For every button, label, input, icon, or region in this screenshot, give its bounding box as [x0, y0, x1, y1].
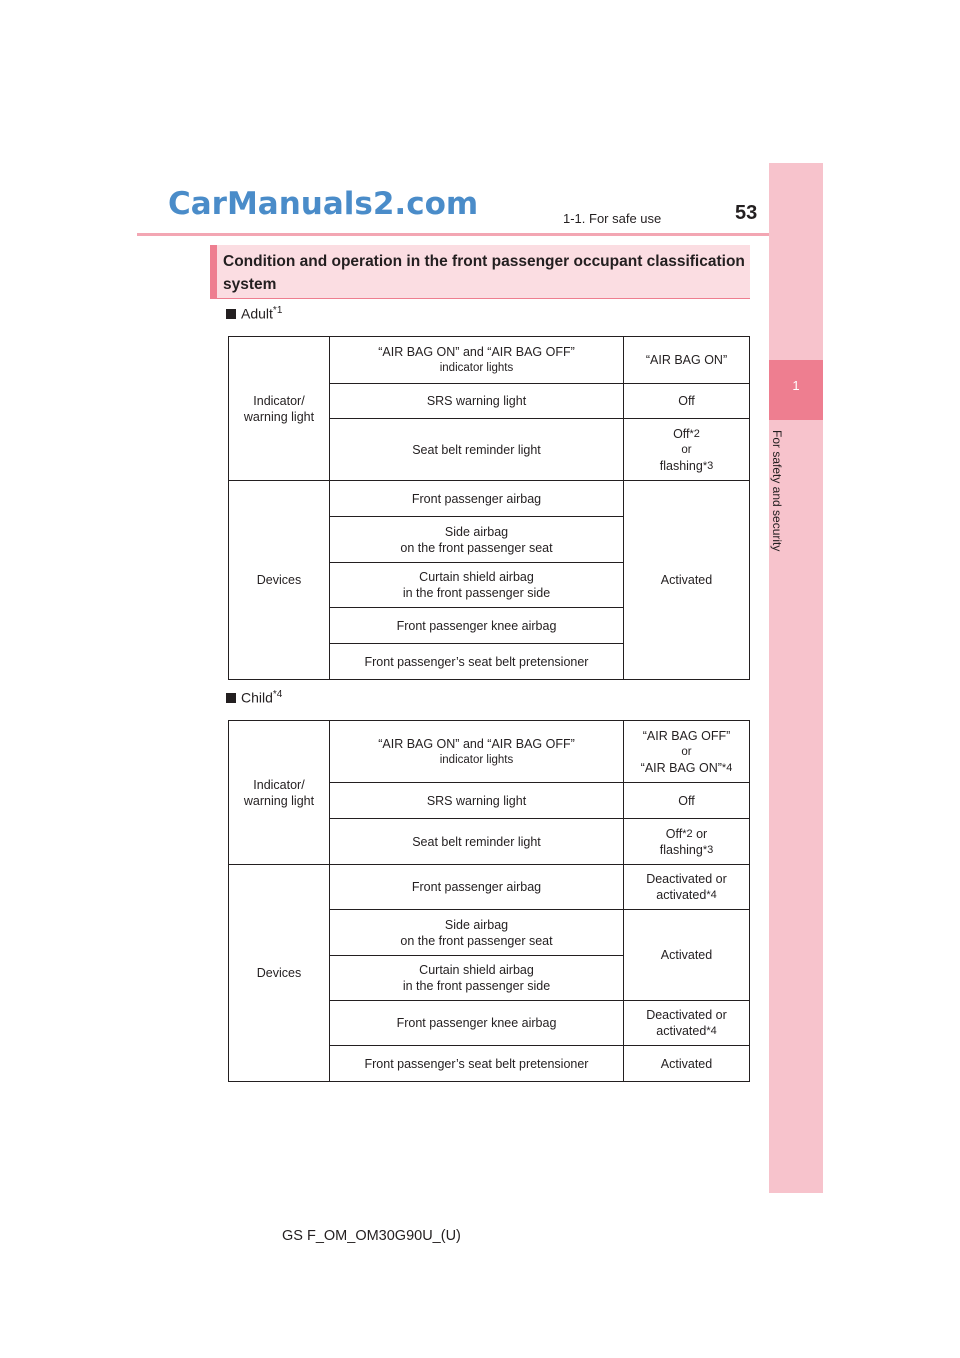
heading-accent-bar: [210, 245, 217, 298]
adult-note: *1: [272, 305, 283, 316]
watermark-logo: CarManuals2.com: [168, 186, 479, 222]
heading-underline: [210, 298, 750, 299]
seatbelt-off-text: Off: [665, 826, 683, 841]
indicator-value-2: “AIR BAG ON”: [640, 760, 722, 775]
side-airbag-label: Side airbag: [444, 917, 509, 932]
pretensioner-value-cell: Activated: [624, 1046, 750, 1082]
note-ref: *2: [689, 427, 700, 440]
indicator-lights-label: “AIR BAG ON” and “AIR BAG OFF”: [378, 345, 575, 359]
group-indicator-cell: Indicator/ warning light: [229, 337, 330, 481]
side-airbag-sub: on the front passenger seat: [400, 933, 553, 948]
table-row: [229, 865, 750, 910]
group-indicator-cell: Indicator/ warning light: [229, 721, 330, 865]
child-label: Child: [241, 689, 273, 706]
knee-airbag-cell: Front passenger knee airbag: [330, 1001, 624, 1046]
curtain-airbag-label: Curtain shield airbag: [419, 570, 534, 584]
indicator-lights-label: “AIR BAG ON” and “AIR BAG OFF”: [378, 736, 575, 751]
seatbelt-or: or: [681, 443, 692, 456]
seatbelt-value-cell: [624, 819, 750, 865]
section-title: 1-1. For safe use: [563, 211, 662, 226]
table-row: [229, 721, 750, 783]
front-airbag-cell: Front passenger airbag: [330, 481, 624, 517]
seatbelt-cell: Seat belt reminder light: [330, 819, 624, 865]
adult-subheading: [226, 305, 282, 322]
chapter-sidebar: [769, 163, 823, 1193]
side-airbag-label: Side airbag: [444, 524, 509, 539]
chapter-number: 1: [792, 378, 800, 393]
seatbelt-flash-text: flashing: [659, 458, 703, 473]
indicator-lights-sub: indicator lights: [439, 753, 514, 766]
section-heading: Condition and operation in the front passenger occupant classification system: [223, 253, 745, 293]
seatbelt-flash-line: [628, 458, 745, 474]
note-ref: *2: [682, 827, 693, 840]
child-table: [228, 720, 750, 1082]
devices-value-cell: Activated: [624, 481, 750, 680]
indicator-value-2-line: [628, 760, 745, 776]
curtain-airbag-cell: [330, 956, 624, 1001]
front-airbag-cell: Front passenger airbag: [330, 865, 624, 910]
srs-value-cell: Off: [624, 384, 750, 419]
note-ref: *3: [702, 843, 714, 856]
curtain-airbag-sub: in the front passenger side: [402, 586, 551, 600]
pretensioner-cell: Front passenger’s seat belt pretensioner: [330, 1046, 624, 1082]
curtain-airbag-cell: [330, 563, 624, 608]
table-row: [229, 481, 750, 517]
page-number: 53: [735, 202, 758, 224]
indicator-value-cell: “AIR BAG ON”: [624, 337, 750, 384]
note-ref: *4: [706, 889, 717, 901]
seatbelt-off-line: [628, 426, 745, 442]
side-curtain-value-cell: Activated: [624, 910, 750, 1001]
seatbelt-value-cell: [624, 419, 750, 481]
side-airbag-cell: [330, 910, 624, 956]
indicator-or: or: [681, 745, 692, 758]
knee-airbag-cell: Front passenger knee airbag: [330, 608, 624, 644]
curtain-airbag-sub: in the front passenger side: [402, 979, 551, 993]
note-ref: *3: [702, 459, 714, 472]
adult-table: [228, 336, 750, 680]
knee-value-2: activated: [656, 1024, 707, 1038]
front-airbag-value-cell: [624, 865, 750, 910]
front-airbag-value-2-line: [628, 887, 745, 903]
child-note: *4: [272, 689, 283, 700]
note-ref: *4: [721, 761, 733, 774]
seatbelt-flash-text: flashing: [659, 842, 703, 857]
knee-value-2-line: [628, 1023, 745, 1039]
front-airbag-value-1: Deactivated or: [646, 872, 727, 886]
srs-cell: SRS warning light: [330, 783, 624, 819]
square-bullet-icon: [226, 693, 236, 703]
seatbelt-or: or: [692, 826, 708, 841]
group-devices-cell: Devices: [229, 481, 330, 680]
srs-value-cell: Off: [624, 783, 750, 819]
knee-value-cell: [624, 1001, 750, 1046]
pretensioner-cell: Front passenger’s seat belt pretensioner: [330, 644, 624, 680]
knee-value-1: Deactivated or: [646, 1008, 727, 1022]
indicator-lights-sub: indicator lights: [439, 362, 514, 374]
side-airbag-cell: [330, 517, 624, 563]
chapter-title: [770, 430, 794, 600]
seatbelt-off-line: [628, 826, 745, 842]
child-subheading: [226, 689, 282, 706]
square-bullet-icon: [226, 309, 236, 319]
indicator-value-1: “AIR BAG OFF”: [642, 728, 731, 743]
note-ref: *4: [706, 1025, 717, 1037]
header-rule: [137, 233, 823, 236]
seatbelt-off-text: Off: [673, 426, 690, 441]
adult-label: Adult: [241, 305, 273, 322]
indicator-lights-cell: [330, 721, 624, 783]
chapter-title-text: For safety and security: [770, 430, 784, 552]
group-devices-cell: Devices: [229, 865, 330, 1082]
table-row: [229, 337, 750, 384]
seatbelt-flash-line: [628, 842, 745, 858]
front-airbag-value-2: activated: [656, 888, 707, 902]
indicator-value-cell: [624, 721, 750, 783]
seatbelt-cell: Seat belt reminder light: [330, 419, 624, 481]
side-airbag-sub: on the front passenger seat: [400, 540, 553, 555]
curtain-airbag-label: Curtain shield airbag: [419, 963, 534, 977]
srs-cell: SRS warning light: [330, 384, 624, 419]
document-code: GS F_OM_OM30G90U_(U): [282, 1228, 461, 1244]
indicator-lights-cell: [330, 337, 624, 384]
